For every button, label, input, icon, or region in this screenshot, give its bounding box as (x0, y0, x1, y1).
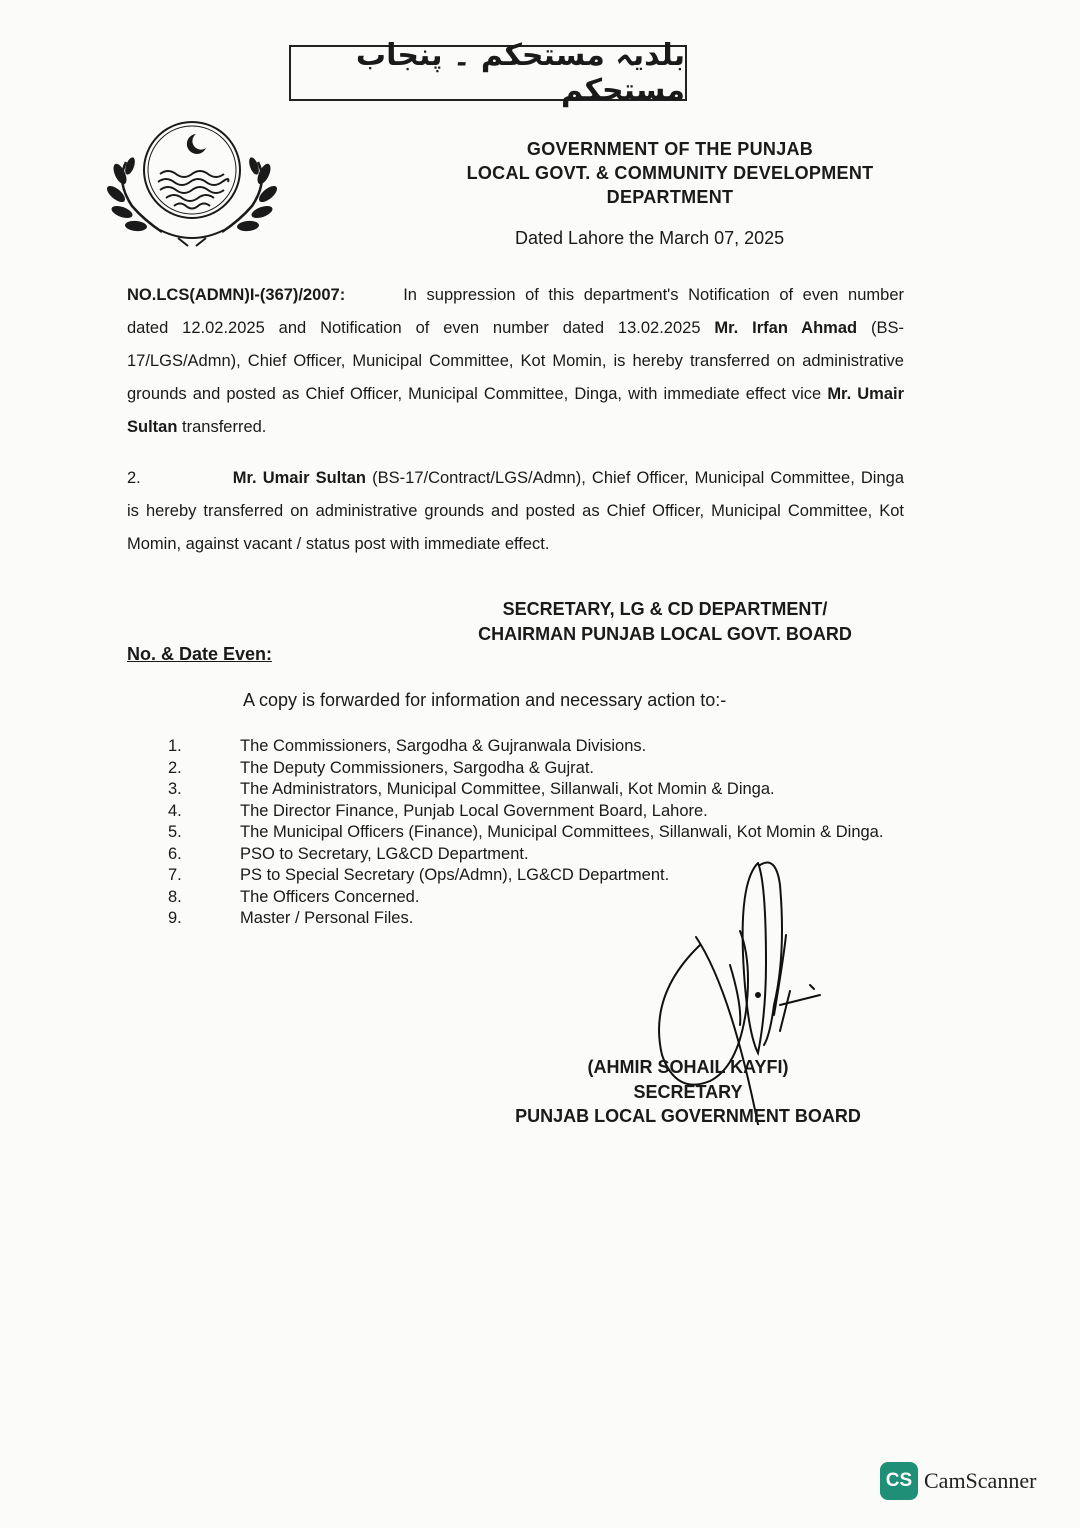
header-line-3: DEPARTMENT (606, 187, 734, 207)
para1-text-a: In suppression of this department's Notification of even number dated 12.02.2025 and Notification of even number dated 13.02.2025 (127, 286, 904, 337)
para1-text-c: transferred. (182, 418, 267, 436)
camscanner-watermark (880, 1462, 1036, 1500)
list-item-text: PSO to Secretary, LG&CD Department. (240, 844, 529, 863)
list-item-number: 9. (168, 909, 182, 927)
list-item (168, 736, 908, 758)
list-item-text: The Commissioners, Sargodha & Gujranwala Divisions. (240, 737, 647, 755)
officer-name-2: Mr. Umair Sultan (127, 385, 905, 436)
paragraph-number: 2. (127, 469, 141, 487)
urdu-slogan: بلدیہ مستحکم ۔ پنجاب مستحکم (355, 38, 685, 108)
secretary-line-1: SECRETARY, LG & CD DEPARTMENT/ (502, 599, 828, 619)
notification-paragraph-1 (127, 279, 904, 444)
list-item (168, 822, 908, 844)
department-header (430, 137, 910, 209)
signatory-name: (AHMIR SOHAIL KAYFI) (587, 1057, 789, 1077)
list-item-text: Master / Personal Files. (240, 909, 414, 927)
para2-text: (BS-17/Contract/LGS/Admn), Chief Officer, Municipal Committee, Dinga is hereby transferred on administrative grounds and posted as Chief Officer, Municipal Committee, Kot Momin, against vacant / status post with immediate effect. (127, 469, 904, 553)
urdu-slogan-box (289, 38, 687, 108)
notification-paragraph-2 (127, 462, 904, 561)
header-line-2: LOCAL GOVT. & COMMUNITY DEVELOPMENT (466, 163, 874, 183)
list-item-number: 4. (168, 801, 182, 820)
list-item-text: The Administrators, Municipal Committee, Sillanwali, Kot Momin & Dinga. (240, 780, 775, 798)
list-item-text: PS to Special Secretary (Ops/Admn), LG&CD Department. (240, 866, 670, 884)
list-item-number: 7. (168, 866, 182, 884)
list-item-number: 5. (168, 823, 182, 841)
list-item-text: The Director Finance, Punjab Local Government Board, Lahore. (240, 801, 708, 820)
reference-number: NO.LCS(ADMN)I-(367)/2007: (127, 286, 346, 304)
punjab-government-emblem-icon (100, 112, 285, 252)
secretary-designation (440, 597, 890, 647)
list-item-number: 1. (168, 737, 182, 755)
header-line-1: GOVERNMENT OF THE PUNJAB (526, 139, 814, 159)
no-date-even: No. & Date Even: (127, 644, 273, 664)
list-item (168, 801, 908, 823)
camscanner-logo-icon: CS (880, 1462, 918, 1500)
list-item-number: 3. (168, 780, 182, 798)
secretary-line-2: CHAIRMAN PUNJAB LOCAL GOVT. BOARD (478, 624, 852, 644)
para1-text-b: (BS-17/LGS/Admn), Chief Officer, Municipal Committee, Kot Momin, is hereby transferred on administrative grounds and posted as Chief Officer, Municipal Committee, Dinga, with immediate effect vice (127, 319, 904, 403)
forward-text: A copy is forwarded for information and necessary action to:- (243, 690, 727, 710)
list-item-text: The Deputy Commissioners, Sargodha & Gujrat. (240, 758, 594, 777)
list-item-number: 8. (168, 887, 182, 906)
signatory-block (498, 1055, 878, 1129)
list-item-text: The Municipal Officers (Finance), Municipal Committees, Sillanwali, Kot Momin & Dinga. (240, 823, 884, 841)
camscanner-label: CamScanner (924, 1468, 1037, 1493)
list-item-number: 6. (168, 844, 182, 863)
signatory-title: SECRETARY (633, 1081, 743, 1102)
dated-line: Dated Lahore the March 07, 2025 (515, 228, 785, 248)
officer-name: Mr. Umair Sultan (232, 469, 367, 487)
list-item (168, 758, 908, 780)
list-item (168, 779, 908, 801)
officer-name-1: Mr. Irfan Ahmad (714, 319, 858, 337)
list-item-text: The Officers Concerned. (240, 887, 420, 906)
signatory-org: PUNJAB LOCAL GOVERNMENT BOARD (515, 1106, 861, 1126)
list-item-number: 2. (168, 758, 182, 777)
